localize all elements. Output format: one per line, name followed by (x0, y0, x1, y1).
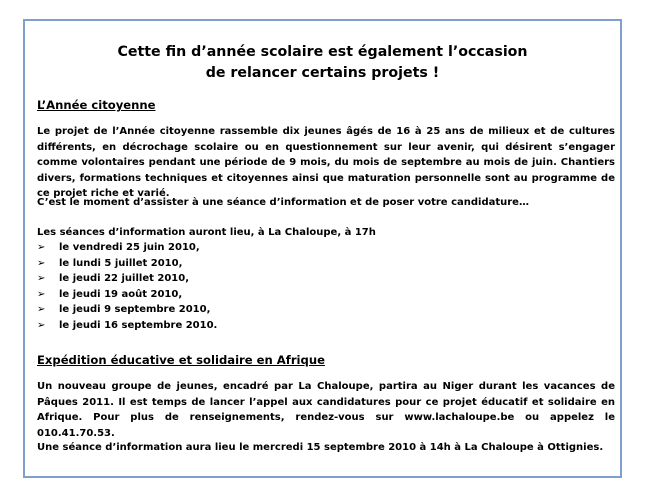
session-date: le vendredi 25 juin 2010, (59, 242, 200, 253)
section-heading-expedition-afrique: Expédition éducative et solidaire en Afrique (37, 353, 325, 367)
session-dates-list (37, 240, 217, 334)
title-line-2: de relancer certains projets ! (205, 65, 440, 81)
expedition-description: Un nouveau groupe de jeunes, encadré par La Chaloupe, partira au Niger durant les vacances de Pâques 2011. Il est temps de lancer l’appel aux candidatures pour ce projet éducatif et solidaire en Afrique. Pour plus de renseignements, rendez-vous sur www.lachaloupe.be ou appelez le 010.41.70.53. (37, 381, 615, 439)
title-line-1: Cette fin d’année scolaire est également l’occasion (117, 44, 528, 60)
section-heading-annee-citoyenne: L’Année citoyenne (37, 98, 156, 112)
arrow-bullet-icon: ➢ (37, 319, 46, 331)
session-date: le lundi 5 juillet 2010, (59, 257, 183, 269)
call-to-action-text: C’est le moment d’assister à une séance d’information et de poser votre candidature… (37, 197, 529, 208)
session-date: le jeudi 19 août 2010, (59, 288, 183, 300)
arrow-bullet-icon: ➢ (37, 304, 46, 316)
session-date: le jeudi 16 septembre 2010. (59, 319, 218, 331)
session-date: le jeudi 9 septembre 2010, (59, 304, 211, 316)
expedition-info-session: Une séance d’information aura lieu le mercredi 15 septembre 2010 à 14h à La Chaloupe à Ottignies. (37, 442, 604, 453)
list-item (37, 287, 217, 303)
session-date: le jeudi 22 juillet 2010, (59, 273, 189, 285)
list-item (37, 271, 217, 287)
document-title (23, 42, 622, 84)
arrow-bullet-icon: ➢ (37, 242, 46, 253)
sessions-intro: Les séances d’information auront lieu, à La Chaloupe, à 17h (37, 227, 376, 238)
list-item (37, 302, 217, 318)
list-item (37, 318, 217, 334)
arrow-bullet-icon: ➢ (37, 288, 46, 300)
annee-citoyenne-description: Le projet de l’Année citoyenne rassemble dix jeunes âgés de 16 à 25 ans de milieux et de cultures différents, en décrochage scolaire ou en questionnement sur leur avenir, qui désirent s’engager comme volontaires pendant une période de 9 mois, du mois de septembre au mois de juin. Chantiers divers, formations techniques et citoyennes ainsi que maturation personnelle sont au programme de ce projet riche et varié. (37, 126, 615, 200)
arrow-bullet-icon: ➢ (37, 257, 46, 269)
list-item (37, 240, 217, 256)
list-item (37, 256, 217, 272)
arrow-bullet-icon: ➢ (37, 273, 46, 285)
